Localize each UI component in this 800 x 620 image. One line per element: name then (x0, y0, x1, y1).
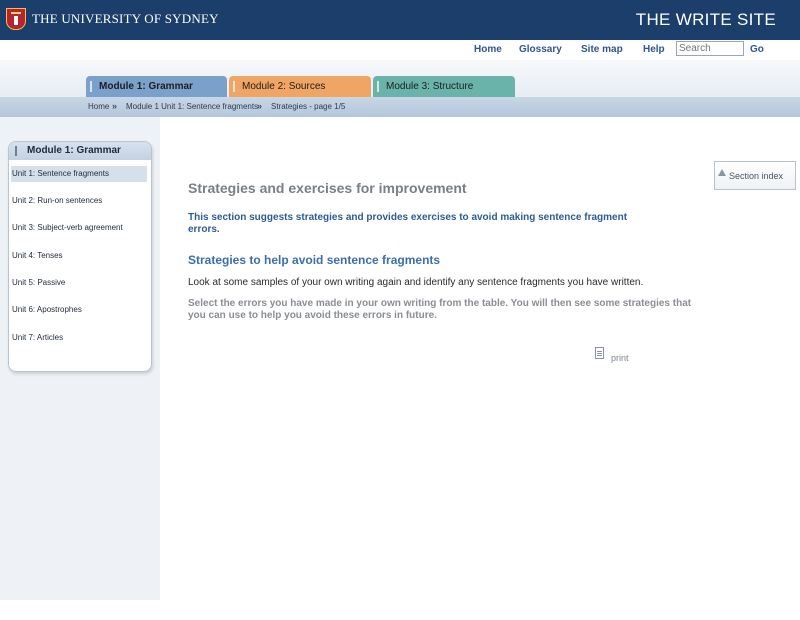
print-label: print (611, 353, 629, 363)
breadcrumb-unit-link[interactable]: Module 1 Unit 1: Sentence fragments (126, 102, 259, 111)
search-go-button[interactable]: Go (750, 44, 764, 55)
nav-home-link[interactable]: Home (474, 44, 502, 55)
tab-grip-icon (377, 81, 379, 92)
page-title: Strategies and exercises for improvement (188, 180, 467, 196)
site-title[interactable]: THE WRITE SITE (635, 10, 776, 29)
breadcrumb-current: Strategies - page 1/5 (271, 102, 346, 111)
body-paragraph-2: Select the errors you have made in your own writing from the table. You will then see some strategies that you can use to help you avoid these errors in future. (188, 298, 692, 321)
intro-text: This section suggests strategies and provides exercises to avoid making sentence fragment errors. (188, 212, 628, 235)
breadcrumb-separator-icon: » (112, 101, 118, 111)
body-paragraph-1: Look at some samples of your own writing again and identify any sentence fragments you have written. (188, 277, 644, 288)
unit-sidebar (8, 141, 152, 372)
sidebar-item-unit-3[interactable]: Unit 3: Subject-verb agreement (12, 223, 123, 232)
nav-help-link[interactable]: Help (643, 44, 665, 55)
section-index-label: Section index (729, 171, 784, 181)
sidebar-item-unit-7[interactable]: Unit 7: Articles (12, 333, 64, 342)
sidebar-item-unit-1[interactable]: Unit 1: Sentence fragments (11, 166, 147, 182)
site-header (0, 0, 800, 40)
sidebar-grip-icon (15, 146, 17, 156)
section-index-button[interactable] (714, 161, 796, 190)
search-input[interactable] (676, 41, 744, 56)
tab-grip-icon (90, 81, 92, 92)
breadcrumb (0, 97, 800, 117)
nav-sitemap-link[interactable]: Site map (581, 44, 623, 55)
university-crest-icon (6, 8, 26, 30)
document-print-icon (595, 347, 604, 359)
sidebar-title (9, 142, 151, 160)
tab-label: Module 3: Structure (386, 81, 474, 92)
sidebar-item-unit-2[interactable]: Unit 2: Run-on sentences (12, 196, 103, 205)
tab-label: Module 1: Grammar (99, 81, 193, 92)
module-tab-bar (0, 60, 800, 97)
tab-module-2-sources[interactable] (229, 76, 371, 97)
arrow-up-icon (718, 169, 726, 176)
section-heading: Strategies to help avoid sentence fragments (188, 253, 441, 267)
sidebar-item-unit-5[interactable]: Unit 5: Passive (12, 278, 66, 287)
breadcrumb-home-link[interactable]: Home (88, 102, 110, 111)
sidebar-item-unit-6[interactable]: Unit 6: Apostrophes (12, 305, 82, 314)
university-logo[interactable] (6, 8, 219, 30)
tab-module-1-grammar[interactable] (86, 76, 227, 97)
sidebar-item-unit-4[interactable]: Unit 4: Tenses (12, 251, 63, 260)
nav-glossary-link[interactable]: Glossary (519, 44, 562, 55)
tab-module-3-structure[interactable] (373, 76, 515, 97)
breadcrumb-separator-icon: » (257, 101, 263, 111)
tab-grip-icon (233, 81, 235, 92)
university-name: THE UNIVERSITY OF SYDNEY (32, 11, 219, 26)
sidebar-title-label: Module 1: Grammar (27, 145, 121, 156)
tab-label: Module 2: Sources (242, 81, 326, 92)
